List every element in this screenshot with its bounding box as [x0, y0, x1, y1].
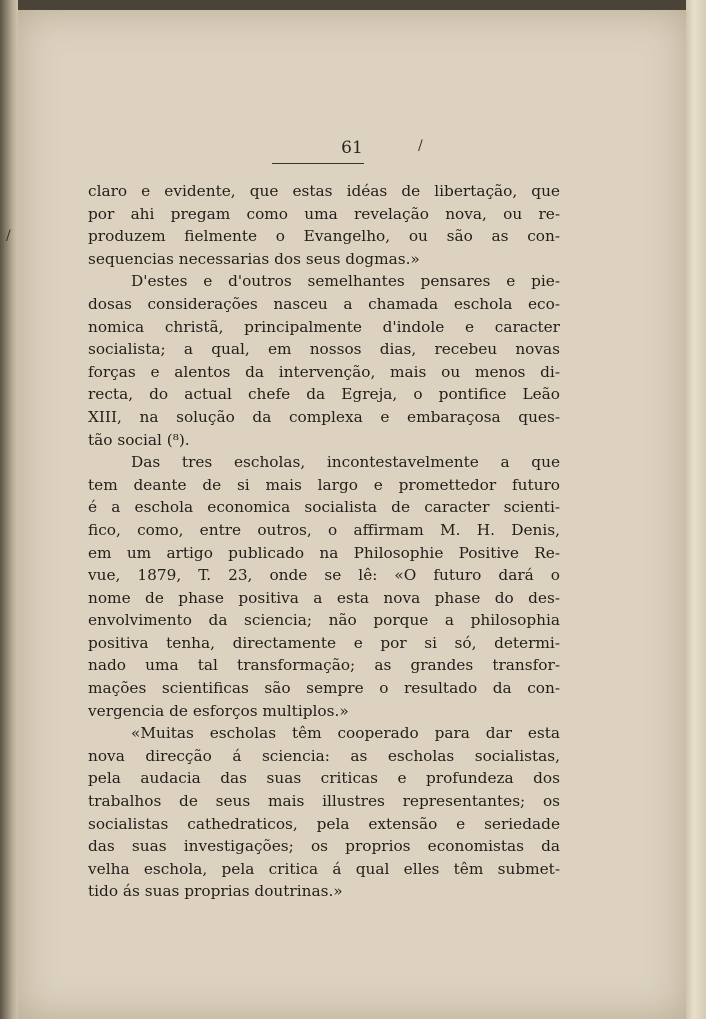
- text-line: tão social (⁸).: [88, 430, 190, 449]
- text-line: trabalhos de seus mais illustres representantes; os: [88, 792, 560, 811]
- text-line: XIII, na solução da complexa e embaraçosa ques-: [88, 407, 560, 426]
- text-line: vue, 1879, T. 23, onde se lê: «O futuro dará o: [88, 566, 560, 585]
- book-gutter: [0, 0, 18, 1019]
- text-line: nova direcção á sciencia: as escholas socialistas,: [88, 746, 560, 765]
- text-line: nome de phase positiva a esta nova phase do des-: [88, 588, 560, 607]
- text-line: D'estes e d'outros semelhantes pensares e pie-: [131, 272, 560, 291]
- text-line: pela audacia das suas criticas e profundeza dos: [88, 769, 560, 788]
- text-line: produzem fielmente o Evangelho, ou são as con-: [88, 227, 560, 246]
- text-line: é a eschola economica socialista de caracter scienti-: [88, 498, 560, 517]
- book-page: [6, 10, 686, 1019]
- text-line: «Muitas escholas têm cooperado para dar esta: [131, 724, 560, 743]
- text-line: recta, do actual chefe da Egreja, o pontifice Leão: [88, 385, 560, 404]
- text-line: nado uma tal transformação; as grandes transfor-: [88, 656, 560, 675]
- text-line: Das tres escholas, incontestavelmente a que: [131, 453, 560, 472]
- text-line: socialistas cathedraticos, pela extensão e seriedade: [88, 814, 560, 833]
- body-text: [88, 180, 560, 903]
- page-number: 61: [341, 138, 363, 158]
- text-line: das suas investigações; os proprios economistas da: [88, 837, 560, 856]
- text-line: nomica christã, principalmente d'indole e caracter: [88, 317, 560, 336]
- text-line: tem deante de si mais largo e promettedor futuro: [88, 475, 560, 494]
- text-line: fico, como, entre outros, o affirmam M. H. Denis,: [88, 520, 560, 539]
- text-line: claro e evidente, que estas idéas de libertação, que: [88, 182, 560, 200]
- text-line: tido ás suas proprias doutrinas.»: [88, 882, 343, 901]
- pencil-tick-mark: /: [418, 138, 423, 154]
- text-line: mações scientificas são sempre o resultado da con-: [88, 679, 560, 698]
- text-line: por ahi pregam como uma revelação nova, ou re-: [88, 204, 560, 223]
- text-line: em um artigo publicado na Philosophie Positive Re-: [88, 543, 560, 562]
- text-line: socialista; a qual, em nossos dias, recebeu novas: [88, 340, 560, 359]
- text-line: sequencias necessarias dos seus dogmas.»: [88, 249, 420, 268]
- text-line: dosas considerações nasceu a chamada eschola eco-: [88, 294, 560, 313]
- text-line: vergencia de esforços multiplos.»: [88, 701, 349, 720]
- text-line: envolvimento da sciencia; não porque a philosophia: [88, 611, 560, 630]
- text-line: forças e alentos da intervenção, mais ou menos di-: [88, 362, 560, 381]
- header-rule: [272, 163, 364, 164]
- text-line: positiva tenha, directamente e por si só, determi-: [88, 633, 560, 652]
- pencil-margin-mark: /: [6, 228, 11, 244]
- text-line: velha eschola, pela critica á qual elles têm submet-: [88, 859, 560, 878]
- page-edge: [686, 0, 706, 1019]
